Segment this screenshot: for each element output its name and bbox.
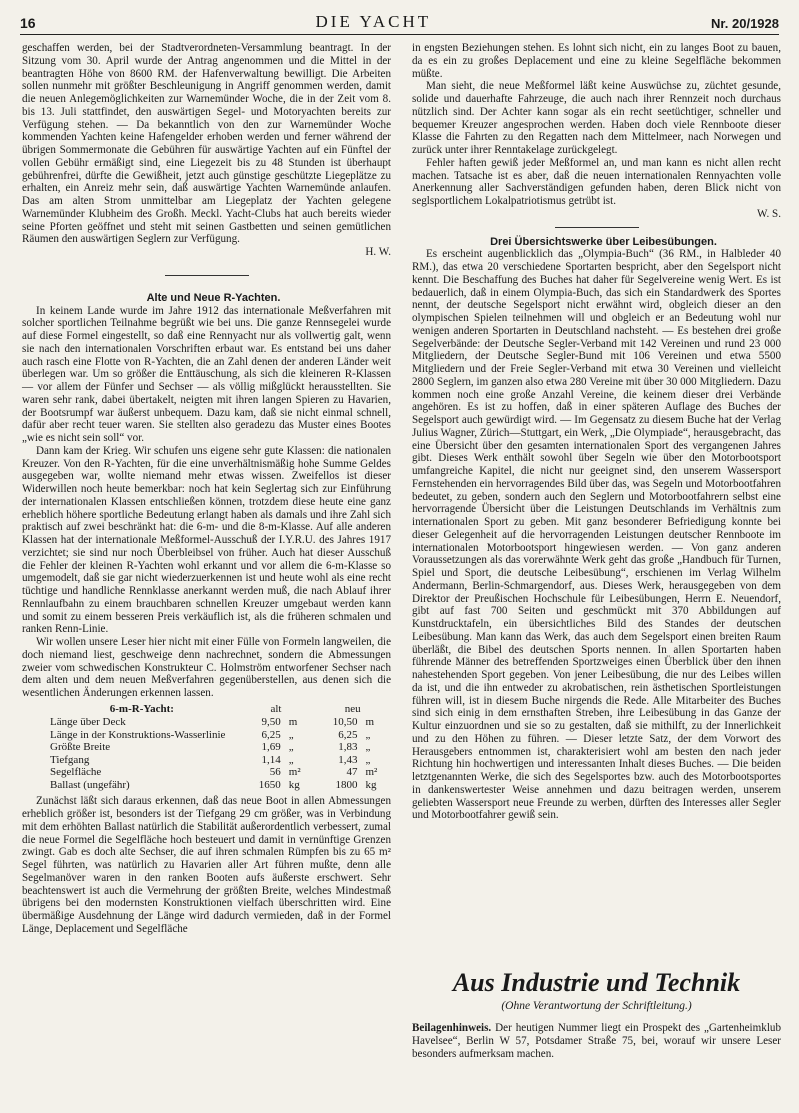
new-value: 6,25 <box>338 728 358 741</box>
new-unit: „ <box>365 728 371 741</box>
article-paragraph: In keinem Lande wurde im Jahre 1912 das internationale Meßverfahren mit solcher sportlichen Teilnahme begrüßt wie bei uns. Die ganze Rennsegelei wurde auf diese Formel eingestellt, so daß eine Rennyacht nur als vollwertig galt, wenn sie nach den internationalen Vorschriften erbaut war. Es entstand bei uns daher auch rasch eine Flotte von R-Yachten, die an Zahl denen der anderen Länder weit überlegen war. Um so größer die Enttäuschung, als sich die kleineren R-Klassen — vor allem der Fünfer und Sechser — als völlig mißglückt herausstellten. Sie waren sehr rank, dabei übertakelt, neigten mit ihren langen Spieren zu Havarien, der Bootsrumpf war äußerst unbequem. Dazu kam, daß sie nicht einmal schnell, dafür aber recht teuer waren. Sie stellten also geradezu das Muster eines Bootes „wie es nicht sein soll“ vor. <box>22 304 391 444</box>
harbor-article-text: geschaffen werden, bei der Stadtverordneten-Versammlung beantragt. In der Sitzung vom 30. April wurde der Antrag angenommen und die Mittel in der beantragten Höhe von 8600 RM. der Hafenverwaltung bewilligt. Die Arbeiten sollen nunmehr mit größter Beschleunigung in Angriff genommen werden, damit die neuen Anlegemöglichkeiten zur Warnemünder Woche, die in der Zeit vom 8. bis 13. Juli stattfindet, den auswärtigen Segel- und Motoryachten bereits zur Verfügung stehen. — Da bekanntlich von den zur Warnemünder Woche kommenden Yachten keine Hafengelder erhoben werden und ferner während der übrigen Sommermonate die Gebühren für auswärtige Yachten auf ein Fünftel der vollen Gebühr ermäßigt sind, eine Liegezeit bis zu 48 Stunden ist überhaupt gebührenfrei, dürfte die Gewißheit, jetzt auch günstige geschützte Liegeplätze zu erhalten, ein Anreiz mehr sein, daß auswärtige Yachten Warnemünde anlaufen. Das am alten Strom unmittelbar am Liegeplatz der Yachten gelegene Warnemünder Klubheim des Großh. Meckl. Yacht-Clubs hat auch bereits wieder seine Pforten geöffnet und steht mit seinen Gastbetten und seinen gemütlichen Räumen den auswärtigen Seglern zur Verfügung. <box>22 42 391 246</box>
page-header <box>20 12 779 35</box>
article-paragraph: Es erscheint augenblicklich das „Olympia-Buch“ (36 RM., in Halbleder 40 RM.), das etwa 20 verschiedene Sportarten bespricht, aber den Segelsport nicht kennt. Die Beschaffung des Buches hat daher für Segelvereine wenig Wert. Es ist bedauerlich, daß in einem Olympia-Buch, das sich ein Standardwerk des Sportes nennt, der deutsche Segelsport nicht erwähnt wird, obgleich dieser an den olympischen Spielen teilnehmen will und obgleich er an Bedeutung wohl nur wenigen anderen Sportarten in Deutschland nachsteht. — Es bestehen drei große Segelverbände: der Deutsche Segler-Verband mit 142 Vereinen und rund 23 000 Mitgliedern, der Deutsche Segler-Bund mit 106 Vereinen und etwa 5500 Mitgliedern und der Freie Segler-Verband mit etwa 30 Vereinen und vielleicht 2800 Seglern, im ganzen also etwa 280 Vereine mit über 30 000 Mitgliedern. Dazu kommen noch eine große Anzahl Vereine, die keinem dieser drei Verbände angehören. Es ist zu hoffen, daß in einer späteren Auflage des Buches der Segelsport auch gewürdigt wird. — Im Gegensatz zu diesem Buche hat der Verlag Julius Wagner, Zürich—Stuttgart, ein Werk, „Die Olympiade“, herausgebracht, das eine Übersicht über den gesamten internationalen Sport des vergangenen Jahres gibt. Dieses Werk enthält sowohl über Segeln wie über den Motorbootsport umfangreiche Kapitel, die nicht nur geeignet sind, den unserem Wassersport Fernstehenden ein hervorragendes Bild über das, was Segeln und Motorbootfahren bedeutet, zu geben, sondern auch den Seglern und Motorbootfahrern selbst eine hervorragende Übersicht über die Leistungen Deutschlands im Verhältnis zum internationalen Sport zu geben. Mit ganz besonderer Befriedigung konnte bei dieser Gelegenheit auf die hervorragenden Leistungen deutscher Rennboote im internationalen Motorbootsport hingewiesen werden. — Von ganz anderen Voraussetzungen als das vorerwähnte Werk geht das große „Handbuch für Turnen, Spiel und Sport, die deutsche Leibesübung“, erschienen im Verlag Wilhelm Andermann, Berlin-Schmargendorf, aus. Dieses Werk, herausgegeben von dem Direktor der Preußischen Hochschule für Leibesübungen, Herrn E. Neuendorf, gibt auf fast 700 Seiten und geschmückt mit 370 Abbildungen auf Kunstdrucktafeln, ein übersichtliches Bild des Standes der deutschen Leibesübung. Man kann das Werk, das auch dem Segelsport einen breiten Raum überläßt, die Bibel des deutschen Sports nennen. In allen Sportarten haben führende Männer des betreffenden Sportzweiges einen Überblick über den ihnen nahestehenden Sport gegeben. Von jener Leibesübung, die nur des Leibes willen da ist, und die ihn entweder zu akrobatischen, rein ästhetischen Sportleistungen führen will, ist in diesem Buche nirgends die Rede. Alle Mitarbeiter des Buches sind sich einig in dem ernsthaften Streben, ihre Leibesübung in das Ganze der Kultur einzuordnen und sie so zu gestalten, daß sie mithilft, zu der Innerlichkeit und zu den Höhen zu führen. — Dieser letzte Satz, der dem Vorwort des Herausgebers entnommen ist, charakterisiert wohl am besten den nach jeder Richtung hin hochwertigen und interessanten Inhalt dieses Buches. — Die beiden letztgenannten Werke, die sich des Segelsportes bzw. auch des Motorbootsportes in dankenswertester Weise annehmen und dazu beitragen werden, unserem geliebten Wassersport neue Freunde zu werben, dürften des Interesses aller Segler und Motorbootfahrer gewiß sein. <box>412 248 781 822</box>
row-label: Länge über Deck <box>50 716 126 729</box>
section-divider <box>555 227 639 228</box>
column-header-old: alt <box>270 702 282 715</box>
article-paragraph: Wir wollen unsere Leser hier nicht mit einer Fülle von Formeln langweilen, die doch niemand liest, geschweige denn nachrechnet, sondern die Abmessungen zweier vom schwedischen Konstrukteur C. Holmström entworfener Sechser nach dem alten und dem neuen Meßverfahren gegenüberstellen, aus denen sich die wesentlichen Änderungen erkennen lassen. <box>22 636 391 699</box>
new-unit: „ <box>365 741 371 754</box>
article-signature: W. S. <box>757 207 781 220</box>
row-label: Tiefgang <box>50 753 90 766</box>
old-unit: kg <box>288 778 300 791</box>
article-title: Alte und Neue R-Yachten. <box>146 291 281 304</box>
new-value: 1,83 <box>338 741 358 754</box>
row-label: Größte Breite <box>50 741 111 754</box>
article-paragraph: Zunächst läßt sich daraus erkennen, daß das neue Boot in allen Abmessungen erheblich größer ist, besonders ist der Tiefgang 29 cm größer, was in Verbindung mit dem erhöhten Ballast natürlich die Stabilität außerordentlich verbessert, zumal die neue Formel die Segelfläche hoch besteuert und damit in vernünftige Grenzen zwingt. Gab es doch alte Sechser, die auf ihren schmalen Rümpfen bis zu 65 m² Segel führten, was natürlich zu Havarien aller Art führen mußte, denn alle Segelmanöver waren in den ranken Booten aufs äußerste erschwert. Sehr beachtenswert ist auch die Vermehrung der größten Breite, welches Mindestmaß übrigens bei den modernsten Konstruktionen vielfach überschritten wird. Eine übermäßige Ausdehnung der Länge wird dadurch vermieden, daß in der Formel Länge, Deplacement und Segelfläche <box>22 795 391 935</box>
new-unit: m <box>365 716 375 729</box>
industry-title: Aus Industrie und Technik <box>452 968 741 997</box>
article-title: Drei Übersichtswerke über Leibesübungen. <box>490 235 717 248</box>
yacht-dimensions-table <box>46 702 391 792</box>
old-unit: „ <box>288 728 294 741</box>
article-paragraph: Dann kam der Krieg. Wir schufen uns eigene sehr gute Klassen: die nationalen Kreuzer. Von den R-Yachten, für die eine unverhältnismäßig hohe Summe Geldes ausgegeben war, wollte niemand mehr etwas wissen. Zweifellos ist dieser Widerwillen noch heute bemerkbar: noch hat kein Seglertag sich zur Einführung der internationalen Klassen entschließen können, trotzdem diese heute eine ganz erheblich höhere sportliche Bedeutung erlangt haben als damals und ihre Zahl sich praktisch auf zwei beschränkt hat: die 6-m- und die 8-m-Klasse. Auf alle anderen Klassen hat der internationale Meßformel-Ausschuß der I.Y.R.U. des Jahres 1917 verzichtet; sie sind nur noch Überbleibsel von früher. Auch hat dieser Ausschuß die Fehler der kleinen R-Yachten wohl erkannt und vor allem die 6-m-Klasse so umgemodelt, daß sie gar nicht wiederzuerkennen ist und heute wohl als eine recht tüchtige und handliche Rennklasse anerkannt werden muß, die nach Ablauf ihrer Rennlaufbahn zu einem brauchbaren schnellen Kreuzer umgebaut werden kann und somit zu einem besseren Preis verkäuflich ist, als die früheren schmalen und ranken Renn-Linie. <box>22 444 391 636</box>
new-value: 47 <box>346 766 358 779</box>
row-label: Länge in der Konstruktions-Wasserlinie <box>50 728 226 741</box>
table-row <box>46 716 391 729</box>
old-value: 56 <box>269 766 281 779</box>
table-row <box>46 754 391 767</box>
table-header-row <box>46 702 391 717</box>
page-number: 16 <box>20 15 36 31</box>
article-signature: H. W. <box>365 246 391 258</box>
new-value: 10,50 <box>332 716 358 729</box>
industry-notice <box>412 1022 781 1060</box>
new-unit: m² <box>365 766 378 779</box>
article-paragraph: Fehler haften gewiß jeder Meßformel an, und man kann es nicht allen recht machen. Tatsache ist es aber, daß die neuen internationalen Rennyachten volle Anerkennung aller Sachverständigen gefunden haben, deren Blick nicht von seglsportlichem Lokalpatriotismus getrübt ist. <box>412 156 781 207</box>
notice-text: Der heutigen Nummer liegt ein Prospekt des „Gartenheimklub Havelsee“, Berlin W 57, Potsdamer Straße 75, bei, worauf wir unsere Leser besonders aufmerksam machen. <box>412 1022 781 1060</box>
left-column <box>22 42 391 936</box>
new-unit: kg <box>365 778 377 791</box>
table-title: 6-m-R-Yacht: <box>109 702 174 715</box>
row-label: Ballast (ungefähr) <box>50 778 130 791</box>
article-paragraph: Man sieht, die neue Meßformel läßt keine Auswüchse zu, züchtet gesunde, solide und dauerhafte Fahrzeuge, die auch nach ihrer Rennzeit noch durchaus nützlich sind. Der Achter kann sogar als ein recht seetüchtiger, schneller und bequemer Kreuzer angesprochen werden. Haben doch viele Rennboote dieser Klasse die Fahrten zu den Regatten nach dem Mittelmeer, nach Norwegen und zurück unter ihrer Renntakelage zurückgelegt. <box>412 80 781 156</box>
table-row <box>46 766 391 779</box>
table-row <box>46 779 391 792</box>
old-unit: m² <box>288 766 301 779</box>
old-value: 1650 <box>258 778 281 791</box>
right-column <box>412 42 781 822</box>
table-row <box>46 741 391 754</box>
industry-subtitle: (Ohne Verantwortung der Schriftleitung.) <box>501 1000 692 1012</box>
notice-lead: Beilagenhinweis. <box>412 1022 492 1034</box>
old-value: 1,14 <box>261 753 281 766</box>
old-value: 6,25 <box>261 728 281 741</box>
industry-section-header <box>412 968 781 1012</box>
new-unit: „ <box>365 753 371 766</box>
magazine-title: DIE YACHT <box>315 12 432 31</box>
issue-number: Nr. 20/1928 <box>711 16 779 31</box>
old-value: 9,50 <box>261 716 281 729</box>
new-value: 1,43 <box>338 753 358 766</box>
old-unit: „ <box>288 753 294 766</box>
column-header-new: neu <box>344 702 361 715</box>
old-value: 1,69 <box>261 741 281 754</box>
row-label: Segelfläche <box>50 766 102 779</box>
old-unit: „ <box>288 741 294 754</box>
section-divider <box>165 275 249 276</box>
new-value: 1800 <box>335 778 358 791</box>
table-row <box>46 729 391 742</box>
old-unit: m <box>288 716 298 729</box>
article-paragraph: in engsten Beziehungen stehen. Es lohnt sich nicht, ein zu langes Boot zu bauen, da es ein zu großes Deplacement und eine zu kleine Segelfläche bekommen müßte. <box>412 42 781 80</box>
